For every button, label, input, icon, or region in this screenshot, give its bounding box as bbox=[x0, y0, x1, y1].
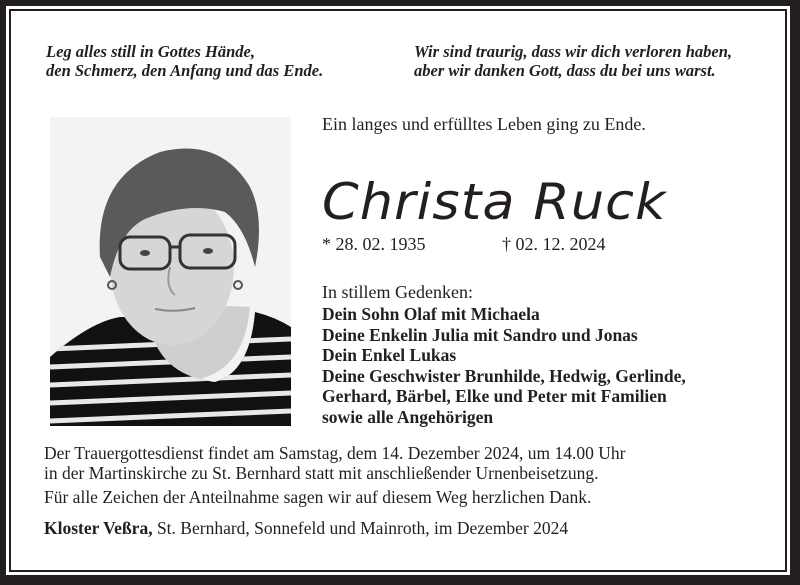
signature-rest: St. Bernhard, Sonnefeld und Mainroth, im Dezember 2024 bbox=[152, 518, 569, 538]
portrait-photo bbox=[50, 117, 291, 426]
service-line: Der Trauergottesdienst findet am Samstag, dem 14. Dezember 2024, um 14.00 Uhr bbox=[44, 443, 626, 463]
mourners-list bbox=[322, 304, 686, 427]
signature-line bbox=[44, 518, 568, 539]
mourner-line: Gerhard, Bärbel, Elke und Peter mit Familien bbox=[322, 386, 667, 406]
life-dates bbox=[322, 234, 606, 255]
thanks-note: Für alle Zeichen der Anteilnahme sagen wir auf diesem Weg herzlichen Dank. bbox=[44, 487, 592, 507]
obituary-notice bbox=[6, 6, 790, 575]
verse-left-line: den Schmerz, den Anfang und das Ende. bbox=[46, 61, 324, 80]
mourner-line: Dein Sohn Olaf mit Michaela bbox=[322, 304, 540, 324]
verse-left bbox=[46, 42, 323, 80]
tagline: Ein langes und erfülltes Leben ging zu Ende. bbox=[322, 114, 646, 134]
memory-label: In stillem Gedenken: bbox=[322, 282, 473, 302]
verse-right-line: Wir sind traurig, dass wir dich verloren haben, bbox=[414, 42, 732, 61]
birth-date: * 28. 02. 1935 bbox=[322, 234, 426, 254]
deceased-name: Christa Ruck bbox=[322, 173, 667, 231]
service-line: in der Martinskirche zu St. Bernhard statt mit anschließender Urnenbeisetzung. bbox=[44, 463, 599, 483]
verse-right bbox=[414, 42, 732, 80]
verse-right-line: aber wir danken Gott, dass du bei uns warst. bbox=[414, 61, 716, 80]
mourner-line: Deine Enkelin Julia mit Sandro und Jonas bbox=[322, 324, 638, 345]
verse-left-line: Leg alles still in Gottes Hände, bbox=[46, 42, 255, 61]
portrait-illustration bbox=[50, 117, 291, 426]
mourner-line: Dein Enkel Lukas bbox=[322, 345, 457, 365]
service-info bbox=[44, 443, 625, 483]
mourner-line: sowie alle Angehörigen bbox=[322, 406, 494, 427]
death-date: † 02. 12. 2024 bbox=[502, 234, 606, 254]
signature-place: Kloster Veßra, bbox=[44, 518, 153, 538]
mourner-line: Deine Geschwister Brunhilde, Hedwig, Gerlinde, bbox=[322, 365, 686, 386]
